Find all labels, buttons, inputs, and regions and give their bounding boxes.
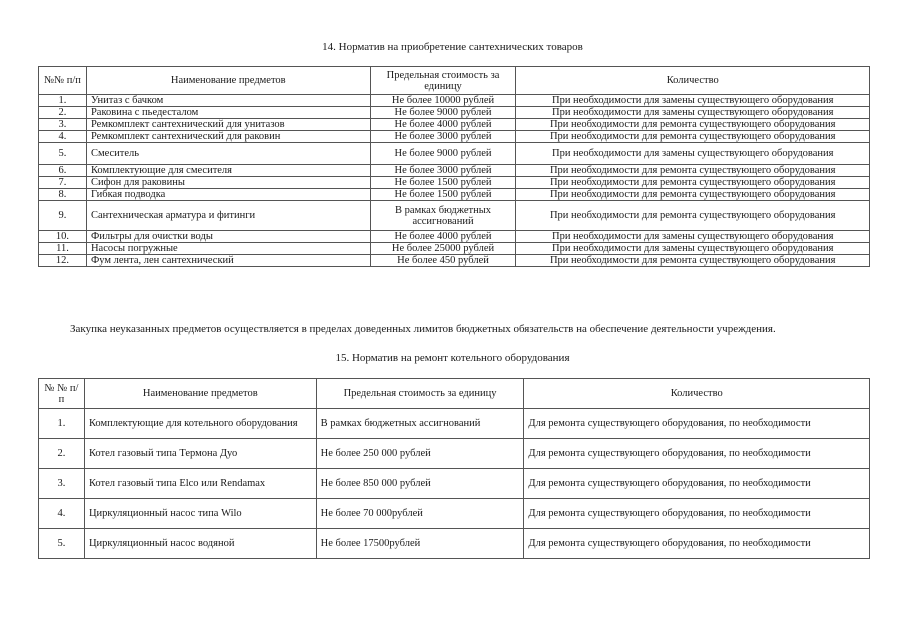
cell-quantity: Для ремонта существующего оборудования, по необходимости: [524, 469, 870, 499]
cell-name: Комплектующие для смесителя: [86, 165, 370, 177]
cell-price: Не более 10000 рублей: [370, 95, 516, 107]
table-row: [39, 201, 870, 231]
cell-number: 2.: [39, 439, 85, 469]
cell-name: Фильтры для очистки воды: [86, 231, 370, 243]
cell-price: Не более 3000 рублей: [370, 131, 516, 143]
cell-quantity: При необходимости для ремонта существующего оборудования: [516, 165, 870, 177]
cell-number: 4.: [39, 499, 85, 529]
cell-price: Не более 4000 рублей: [370, 119, 516, 131]
table-row: [39, 189, 870, 201]
cell-name: Насосы погружные: [86, 243, 370, 255]
cell-number: 9.: [39, 201, 87, 231]
cell-name: Циркуляционный насос водяной: [84, 529, 316, 559]
cell-number: 10.: [39, 231, 87, 243]
cell-price: Не более 4000 рублей: [370, 231, 516, 243]
note-paragraph: Закупка неуказанных предметов осуществляется в пределах доведенных лимитов бюджетных обязательств на обеспечение деятельности учреждения.: [70, 323, 776, 335]
cell-name: Сифон для раковины: [86, 177, 370, 189]
table-row: [39, 529, 870, 559]
cell-quantity: Для ремонта существующего оборудования, по необходимости: [524, 409, 870, 439]
cell-number: 2.: [39, 107, 87, 119]
table-row: [39, 165, 870, 177]
col-header-price: Предельная стоимость за единицу: [370, 67, 516, 95]
col-header-number: № № п/п: [39, 379, 85, 409]
cell-number: 7.: [39, 177, 87, 189]
cell-number: 11.: [39, 243, 87, 255]
cell-price: Не более 17500рублей: [316, 529, 524, 559]
cell-number: 5.: [39, 529, 85, 559]
table-row: [39, 177, 870, 189]
cell-number: 1.: [39, 409, 85, 439]
cell-price: Не более 3000 рублей: [370, 165, 516, 177]
cell-name: Гибкая подводка: [86, 189, 370, 201]
table-row: [39, 469, 870, 499]
table-row: [39, 255, 870, 267]
section15-title: 15. Норматив на ремонт котельного оборудования: [335, 352, 570, 364]
cell-number: 12.: [39, 255, 87, 267]
cell-price: Не более 1500 рублей: [370, 177, 516, 189]
col-header-name: Наименование предметов: [86, 67, 370, 95]
cell-number: 6.: [39, 165, 87, 177]
cell-name: Ремкомплект сантехнический для унитазов: [86, 119, 370, 131]
section14-title: 14. Норматив на приобретение сантехнических товаров: [322, 41, 583, 53]
table-row: [39, 499, 870, 529]
table-row: [39, 439, 870, 469]
cell-number: 5.: [39, 143, 87, 165]
cell-number: 4.: [39, 131, 87, 143]
cell-quantity: Для ремонта существующего оборудования, по необходимости: [524, 439, 870, 469]
cell-name: Смеситель: [86, 143, 370, 165]
col-header-quantity: Количество: [524, 379, 870, 409]
cell-quantity: При необходимости для замены существующего оборудования: [516, 143, 870, 165]
cell-price: Не более 450 рублей: [370, 255, 516, 267]
cell-quantity: При необходимости для замены существующего оборудования: [516, 243, 870, 255]
cell-quantity: При необходимости для замены существующего оборудования: [516, 107, 870, 119]
cell-name: Комплектующие для котельного оборудования: [84, 409, 316, 439]
cell-price: Не более 9000 рублей: [370, 107, 516, 119]
col-header-quantity: Количество: [516, 67, 870, 95]
table-row: [39, 409, 870, 439]
section15-table: [38, 378, 870, 559]
table-row: [39, 231, 870, 243]
cell-name: Унитаз с бачком: [86, 95, 370, 107]
cell-price: Не более 250 000 рублей: [316, 439, 524, 469]
cell-name: Ремкомплект сантехнический для раковин: [86, 131, 370, 143]
table-row: [39, 243, 870, 255]
cell-name: Котел газовый типа Elco или Rendamax: [84, 469, 316, 499]
cell-price: Не более 70 000рублей: [316, 499, 524, 529]
cell-name: Циркуляционный насос типа Wilo: [84, 499, 316, 529]
cell-number: 3.: [39, 469, 85, 499]
cell-quantity: Для ремонта существующего оборудования, по необходимости: [524, 529, 870, 559]
cell-name: Фум лента, лен сантехнический: [86, 255, 370, 267]
cell-name: Котел газовый типа Термона Дуо: [84, 439, 316, 469]
cell-number: 8.: [39, 189, 87, 201]
cell-number: 1.: [39, 95, 87, 107]
cell-quantity: При необходимости для ремонта существующего оборудования: [516, 201, 870, 231]
cell-price: Не более 25000 рублей: [370, 243, 516, 255]
table-row: [39, 95, 870, 107]
col-header-number: №№ п/п: [39, 67, 87, 95]
cell-quantity: При необходимости для ремонта существующего оборудования: [516, 119, 870, 131]
cell-price: В рамках бюджетных ассигнований: [370, 201, 516, 231]
cell-quantity: При необходимости для ремонта существующего оборудования: [516, 189, 870, 201]
cell-quantity: При необходимости для ремонта существующего оборудования: [516, 131, 870, 143]
cell-quantity: При необходимости для замены существующего оборудования: [516, 95, 870, 107]
col-header-name: Наименование предметов: [84, 379, 316, 409]
cell-price: Не более 850 000 рублей: [316, 469, 524, 499]
cell-quantity: Для ремонта существующего оборудования, по необходимости: [524, 499, 870, 529]
cell-price: Не более 1500 рублей: [370, 189, 516, 201]
table-row: [39, 131, 870, 143]
cell-quantity: При необходимости для замены существующего оборудования: [516, 231, 870, 243]
cell-quantity: При необходимости для ремонта существующего оборудования: [516, 177, 870, 189]
section14-table: [38, 66, 870, 267]
table-row: [39, 119, 870, 131]
cell-number: 3.: [39, 119, 87, 131]
cell-quantity: При необходимости для ремонта существующего оборудования: [516, 255, 870, 267]
col-header-price: Предельная стоимость за единицу: [316, 379, 524, 409]
cell-name: Раковина с пьедесталом: [86, 107, 370, 119]
table-row: [39, 143, 870, 165]
cell-name: Сантехническая арматура и фитинги: [86, 201, 370, 231]
cell-price: Не более 9000 рублей: [370, 143, 516, 165]
table-row: [39, 107, 870, 119]
cell-price: В рамках бюджетных ассигнований: [316, 409, 524, 439]
